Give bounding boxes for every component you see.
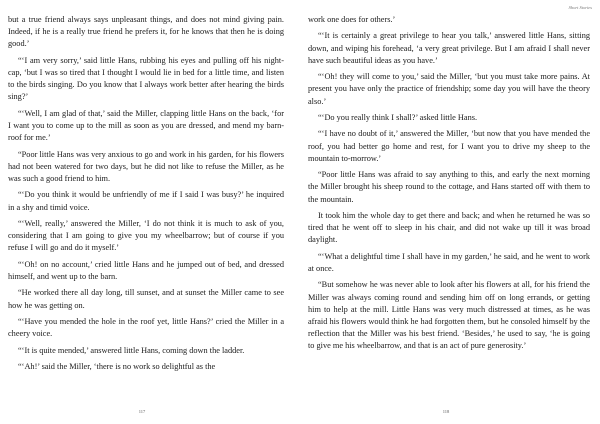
paragraph: “‘Oh! they will come to you,’ said the Miller, ‘but you must take more pains. At present you have only the practice of friendship; some day you will have the theory also.’ bbox=[308, 72, 590, 106]
paragraph: “‘Do you really think I shall?’ asked little Hans. bbox=[318, 112, 478, 122]
page-number: 117 bbox=[138, 409, 146, 414]
paragraph: “‘It is quite mended,’ answered little Hans, coming down the ladder. bbox=[18, 345, 245, 355]
paragraph: “Poor little Hans was afraid to say anything to this, and early the next morning the Miller brought his sheep round to the cottage, and Hans started off with them to the mountain. bbox=[308, 170, 590, 204]
paragraph: work one does for others.’ bbox=[308, 15, 396, 24]
right-page bbox=[300, 0, 600, 424]
paragraph: “‘Well, really,’ answered the Miller, ‘I do not think it is much to ask of you, considering that I am going to give you my wheelbarrow; but of course if you refuse I will go and do it myself.’ bbox=[8, 218, 284, 253]
paragraph: It took him the whole day to get there and back; and when he returned he was so tired that he went off to sleep in his chair, and did not wake up till it was broad daylight. bbox=[308, 210, 590, 245]
paragraph: “‘I am very sorry,’ said little Hans, rubbing his eyes and pulling off his night-cap, ‘but I was so tired that I thought I would lie in bed for a little time, and listen to the birds singing. Do you know that I always work better after hearing the birds sing?’ bbox=[8, 55, 284, 102]
paragraph: “‘Have you mended the hole in the roof yet, little Hans?’ cried the Miller in a cheery voice. bbox=[8, 316, 284, 339]
running-header: Short Stories bbox=[568, 5, 592, 10]
paragraph: but a true friend always says unpleasant things, and does not mind giving pain. Indeed, if he is a really true friend he prefers it, for he knows that then he is doing good.’ bbox=[8, 15, 284, 49]
right-page-text bbox=[308, 14, 590, 357]
paragraph: “‘Well, I am glad of that,’ said the Miller, clapping little Hans on the back, ‘for I want you to come up to the mill as soon as you are dressed, and mend my barn-roof for me.’ bbox=[8, 108, 284, 143]
paragraph: “‘What a delightful time I shall have in my garden,’ he said, and he went to work at once. bbox=[308, 251, 590, 273]
paragraph: “‘Ah!’ said the Miller, ‘there is no work so delightful as the bbox=[18, 361, 216, 371]
paragraph: “‘I have no doubt of it,’ answered the Miller, ‘but now that you have mended the roof, you had better go home and rest, for I want you to drive my sheep to the mountain to-morrow.’ bbox=[308, 129, 590, 163]
paragraph: “But somehow he was never able to look after his flowers at all, for his friend the Miller was always coming round and sending him off on long errands, or getting him to help at the mill. Little Hans was very much distressed at times, as he was afraid his flowers would think he had forgotten them, but he consoled himself by the reflection that the Miller was his best friend. ‘Besides,’ he used to say, ‘he is going to give me his wheelbarrow, and that is an act of pure generosity.’ bbox=[308, 280, 590, 351]
left-page-text bbox=[8, 14, 284, 377]
paragraph: “He worked there all day long, till sunset, and at sunset the Miller came to see how he was getting on. bbox=[8, 288, 284, 310]
page-number: 118 bbox=[442, 409, 450, 414]
paragraph: “‘Oh! on no account,’ cried little Hans and he jumped out of bed, and dressed himself, and went up to the barn. bbox=[8, 259, 284, 281]
paragraph: “‘It is certainly a great privilege to hear you talk,’ answered little Hans, sitting down, and wiping his forehead, ‘a very great privilege. But I am afraid I shall never have such beautiful ideas as you have.’ bbox=[308, 31, 590, 65]
paragraph: “‘Do you think it would be unfriendly of me if I said I was busy?’ he inquired in a shy and timid voice. bbox=[8, 190, 284, 212]
paragraph: “Poor little Hans was very anxious to go and work in his garden, for his flowers had not been watered for two days, but he did not like to refuse the Miller, as he was such a good friend to him. bbox=[8, 149, 284, 183]
